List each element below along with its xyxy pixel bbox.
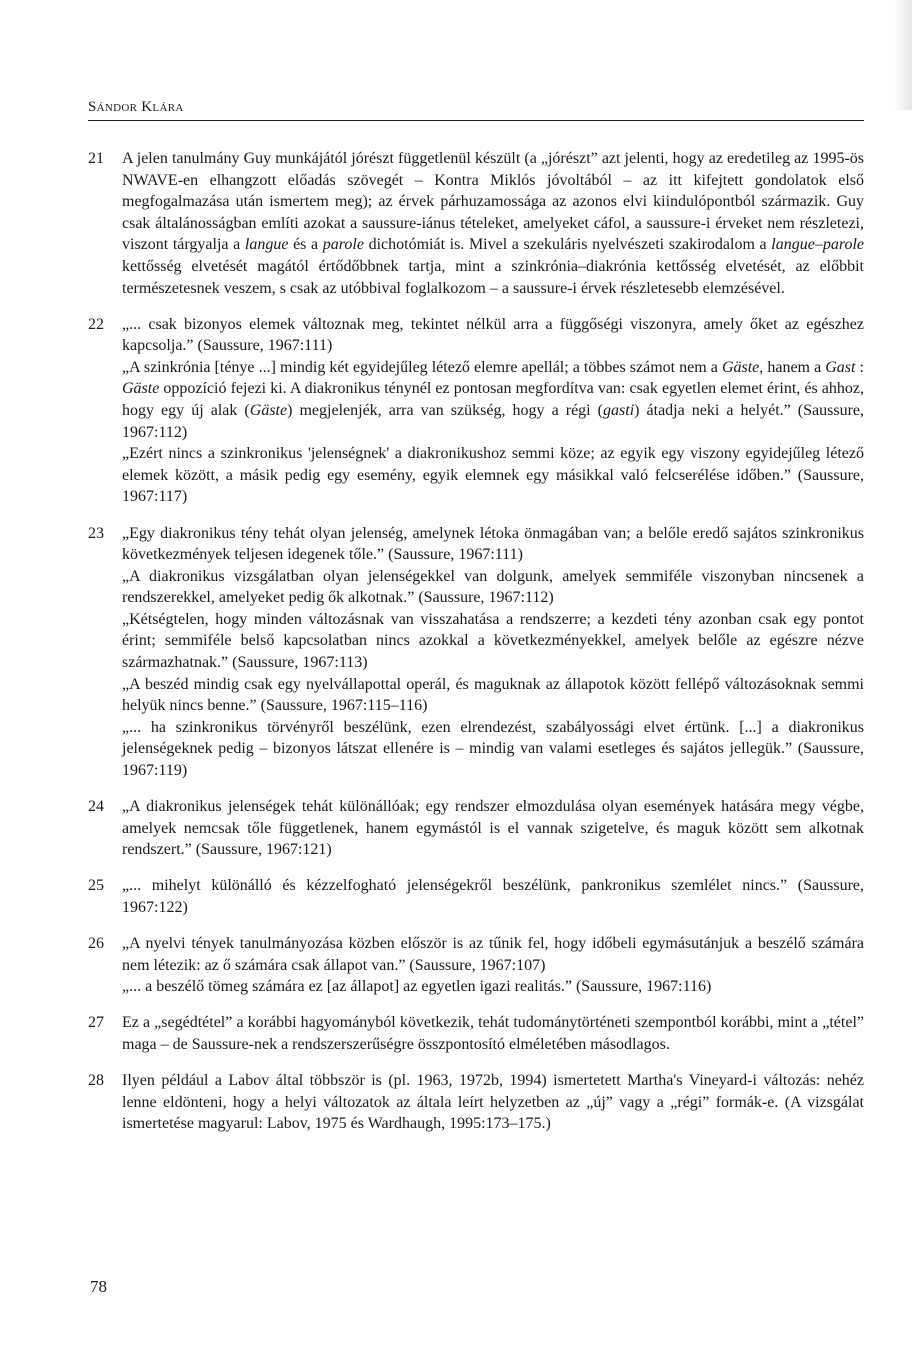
footnote-paragraph: „Kétségtelen, hogy minden változásnak van visszahatása a rendszerre; a kezdeti tény azonban csak egy pontot érint; semmiféle belső kapcsolatban nincs azokkal a következményekkel, amelyek belőle az egészre nézve származhatnak.” (Saussure, 1967:113) — [122, 610, 864, 672]
footnote-25 — [88, 875, 864, 918]
footnote-27 — [88, 1012, 864, 1055]
footnote-paragraph: Ez a „segédtétel” a korábbi hagyományból következik, tehát tudománytörténeti szempontból korábbi, mint a „tétel” maga – de Saussure-nek a rendszerszerűségre összpontosító elméletében másodlagos. — [122, 1014, 864, 1053]
footnote-number: 28 — [88, 1072, 104, 1090]
footnote-paragraph: „... csak bizonyos elemek változnak meg, tekintet nélkül arra a függőségi viszonyra, amely őket az egészhez kapcsolja.” (Saussure, 1967:111) — [122, 315, 864, 355]
footnote-number: 26 — [88, 935, 104, 953]
footnote-24 — [88, 796, 864, 861]
page-edge-shadow — [894, 0, 912, 110]
footnote-paragraph: „... a beszélő tömeg számára ez [az állapot] az egyetlen igazi realitás.” (Saussure, 1967:116) — [122, 978, 712, 996]
footnote-paragraph: „A diakronikus jelenségek tehát különállóak; egy rendszer elmozdulása olyan események hatására megy végbe, amelyek nemcsak tőle függetlenek, hanem egymástól is el vannak szigetelve, és maguk között sem alkotnak rendszert.” (Saussure, 1967:121) — [122, 798, 864, 859]
footnote-paragraph: „A diakronikus vizsgálatban olyan jelenségekkel van dolgunk, amelyek semmiféle viszonyban nincsenek a rendszerekkel, amelyeket pedig ők alkotnak.” (Saussure, 1967:112) — [122, 567, 864, 607]
footnote-23 — [88, 523, 864, 782]
footnote-paragraph: „... ha szinkronikus törvényről beszélünk, ezen elrendezést, szabályossági elvet értünk. [...] a diakronikus jelenségeknek pedig – bizonyos látszat ellenére is – mindig van valami esetleges és sajátos jellegük.” (Saussure, 1967:119) — [122, 718, 864, 780]
footnote-number: 24 — [88, 798, 104, 816]
footnote-number: 21 — [88, 150, 104, 167]
author-name: Sándor Klára — [88, 99, 184, 115]
footnote-paragraph: „A szinkrónia [ténye ...] mindig két egyidejűleg létező elemre apellál; a többes számot nem a Gäste, hanem a Gast : Gäste oppozíció fejezi ki. A diakronikus ténynél ez pontosan megfordítva van: csak egyetlen elemet érint, és ahhoz, hogy egy új alak (Gäste) megjelenjék, arra van szükség, hogy a régi (gasti) átadja neki a helyét.” (Saussure, 1967:112) — [122, 358, 865, 441]
running-header — [88, 98, 864, 121]
footnote-28 — [88, 1070, 864, 1135]
footnote-paragraph: „A nyelvi tények tanulmányozása közben először is az tűnik fel, hogy időbeli egymásutánjuk a beszélő számára nem létezik: az ő számára csak állapot van.” (Saussure, 1967:107) — [122, 935, 864, 974]
footnote-26 — [88, 933, 864, 998]
footnote-paragraph: „Ezért nincs a szinkronikus 'jelenségnek' a diakronikushoz semmi köze; az egyik egy viszony egyidejűleg létező elemek között, a másik pedig egy esemény, egyik elemnek egy másikkal való felcserélése időben.” (Saussure, 1967:117) — [122, 445, 864, 506]
footnote-paragraph: „A beszéd mindig csak egy nyelvállapottal operál, és maguknak az állapotok között fellépő változásoknak semmi helyük nincs benne.” (Saussure, 1967:115–116) — [122, 675, 864, 715]
footnote-number: 27 — [88, 1014, 104, 1032]
footnote-paragraph: „Egy diakronikus tény tehát olyan jelenség, amelynek létoka önmagában van; a belőle eredő sajátos szinkronikus következmények teljesen idegenek tőle.” (Saussure, 1967:111) — [122, 524, 864, 564]
footnote-number: 22 — [88, 315, 104, 333]
footnote-22 — [88, 314, 864, 508]
footnote-21 — [88, 148, 864, 299]
page-number: 78 — [90, 1277, 107, 1296]
footnote-number: 25 — [88, 877, 104, 895]
footnote-paragraph: Ilyen például a Labov által többször is (pl. 1963, 1972b, 1994) ismertetett Martha's Vineyard-i változás: nehéz lenne eldönteni, hogy a helyi változatok az általa leírt helyzetben az „új” vagy a „régi” formák-e. (A vizsgálat ismertetése magyarul: Labov, 1975 és Wardhaugh, 1995:173–175.) — [122, 1072, 864, 1133]
footnotes-section — [88, 148, 864, 1149]
footnote-paragraph: A jelen tanulmány Guy munkájától jórészt függetlenül készült (a „jórészt” azt jelenti, hogy az eredetileg az 1995-ös NWAVE-en elhangzott előadás szövegét – Kontra Miklós jóvoltából – az itt kifejtett gondolatok első megfogalmazása után ismertem meg); az érvek párhuzamossága az azonos elvi kiindulópontból származik. Guy csak általánosságban említi azokat a saussure-iánus tételeket, amelyeket cáfol, a saussure-i érveket nem részletezi, viszont tárgyalja a langue és a parole dichotómiát is. Mivel a szekuláris nyelvészeti szakirodalom a langue–parole kettősség elvetését magától értődőbbnek tartja, mint a szinkrónia–diakrónia kettősség elvetését, az előbbit természetesnek veszem, s csak az utóbbival foglalkozom – a saussure-i érvek részletesebb elemzésével. — [122, 150, 865, 297]
footnote-paragraph: „... mihelyt különálló és kézzelfogható jelenségekről beszélünk, pankronikus szemlélet nincs.” (Saussure, 1967:122) — [122, 877, 864, 916]
footnote-number: 23 — [88, 524, 104, 542]
